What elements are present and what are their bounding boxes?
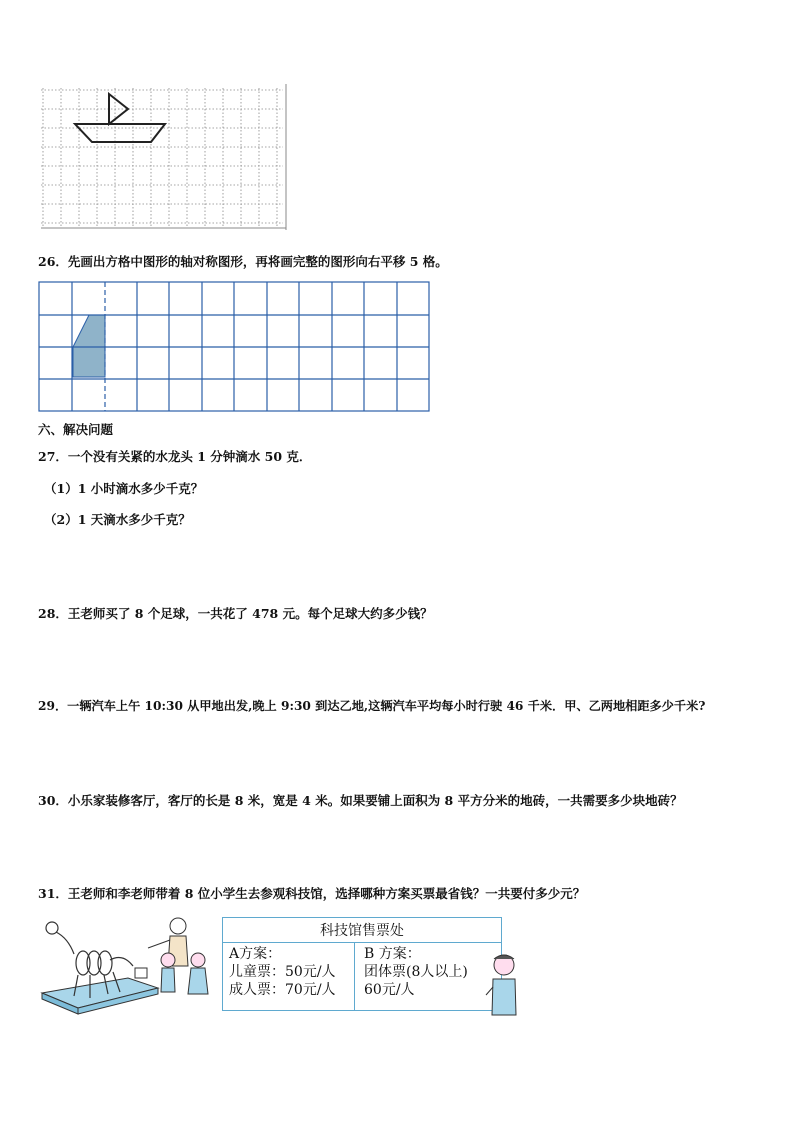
question-27-part-2: （2）1 天滴水多少千克？ (44, 512, 191, 527)
question-27-part-1: （1）1 小时滴水多少千克？ (44, 481, 204, 496)
plan-b-label: B 方案： (364, 946, 421, 962)
question-30: 30．小乐家装修客厅，客厅的长是 8 米，宽是 4 米。如果要铺上面积为 8 平方分米的地砖，一共需要多少块地砖？ (38, 793, 683, 808)
question-27: 27．一个没有关紧的水龙头 1 分钟滴水 50 克． (38, 449, 312, 464)
question-31: 31．王老师和李老师带着 8 位小学生去参观科技馆，选择哪种方案买票最省钱？一共要付多少元？ (38, 886, 586, 901)
plan-b-price: 60元/人 (364, 982, 415, 998)
question-29: 29．一辆汽车上午 10:30 从甲地出发,晚上 9:30 到达乙地,这辆汽车平均每小时行驶 46 千米．甲、乙两地相距多少千米? (38, 699, 706, 713)
boat-shape (75, 94, 165, 142)
museum-illustration (38, 908, 218, 1018)
half-shape (73, 315, 105, 377)
plan-b-group: 团体票(8人以上) (364, 964, 468, 980)
ticket-office-panel (222, 917, 502, 1011)
ticket-column-divider (354, 942, 355, 1010)
ticket-divider (223, 942, 501, 943)
ticket-clerk-illustration (484, 951, 518, 1017)
plan-a-adult-price: 成人票：70元/人 (229, 982, 336, 998)
plan-a (229, 945, 336, 999)
dotted-grid-boat-figure (38, 84, 288, 234)
plan-a-label: A方案： (229, 946, 282, 962)
question-26: 26．先画出方格中图形的轴对称图形，再将画完整的图形向右平移 5 格。 (38, 254, 448, 269)
question-28: 28．王老师买了 8 个足球，一共花了 478 元。每个足球大约多少钱？ (38, 606, 433, 621)
plan-b (364, 945, 468, 999)
ticket-office-title: 科技馆售票处 (320, 923, 404, 939)
plan-a-child-price: 儿童票：50元/人 (229, 964, 336, 980)
section-6-title: 六、解决问题 (38, 422, 114, 437)
blue-grid-figure (38, 280, 432, 413)
